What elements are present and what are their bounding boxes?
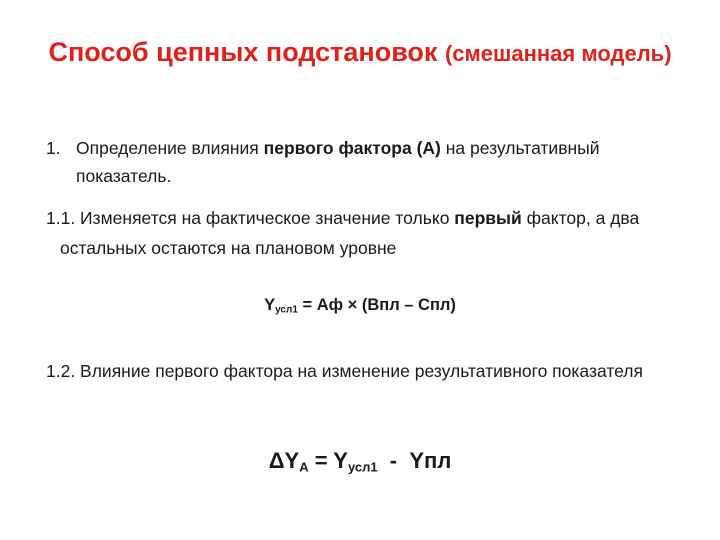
para11-text-before: 1.1. Изменяется на фактическое значение только bbox=[46, 208, 455, 228]
paragraph-1-2: 1.2. Влияние первого фактора на изменение результативного показателя bbox=[46, 361, 643, 381]
title-subtitle: (смешанная модель) bbox=[444, 41, 672, 66]
formula2-rest: - Yпл bbox=[377, 448, 452, 473]
formula-y-usl1 bbox=[0, 296, 720, 315]
item1-text-before: Определение влияния bbox=[76, 138, 264, 158]
formula2-delta-sub: A bbox=[299, 459, 309, 475]
list-item-text bbox=[46, 134, 686, 190]
list-item-1 bbox=[46, 134, 686, 190]
slide-title bbox=[30, 30, 690, 76]
para11-text-after: фактор, а два остальных остаются на плановом уровне bbox=[60, 208, 640, 258]
formula-delta-ya bbox=[0, 448, 720, 474]
formula1-y-sub: усл1 bbox=[275, 304, 298, 316]
list-number: 1. bbox=[46, 138, 61, 158]
item1-bold: первого фактора (А) bbox=[263, 138, 441, 158]
formula1-y: Y bbox=[264, 296, 276, 314]
formula2-delta-y: ΔY bbox=[268, 448, 300, 473]
paragraph-1-1 bbox=[46, 203, 700, 263]
para11-bold: первый bbox=[454, 208, 522, 228]
formula2-y-sub: усл1 bbox=[347, 459, 378, 475]
formula2-eq: = Y bbox=[308, 448, 348, 473]
title-main: Способ цепных подстановок bbox=[48, 37, 445, 67]
item1-text-after: на результативный показатель. bbox=[76, 138, 600, 186]
formula1-rest: = Аф × (Впл – Спл) bbox=[297, 296, 456, 314]
